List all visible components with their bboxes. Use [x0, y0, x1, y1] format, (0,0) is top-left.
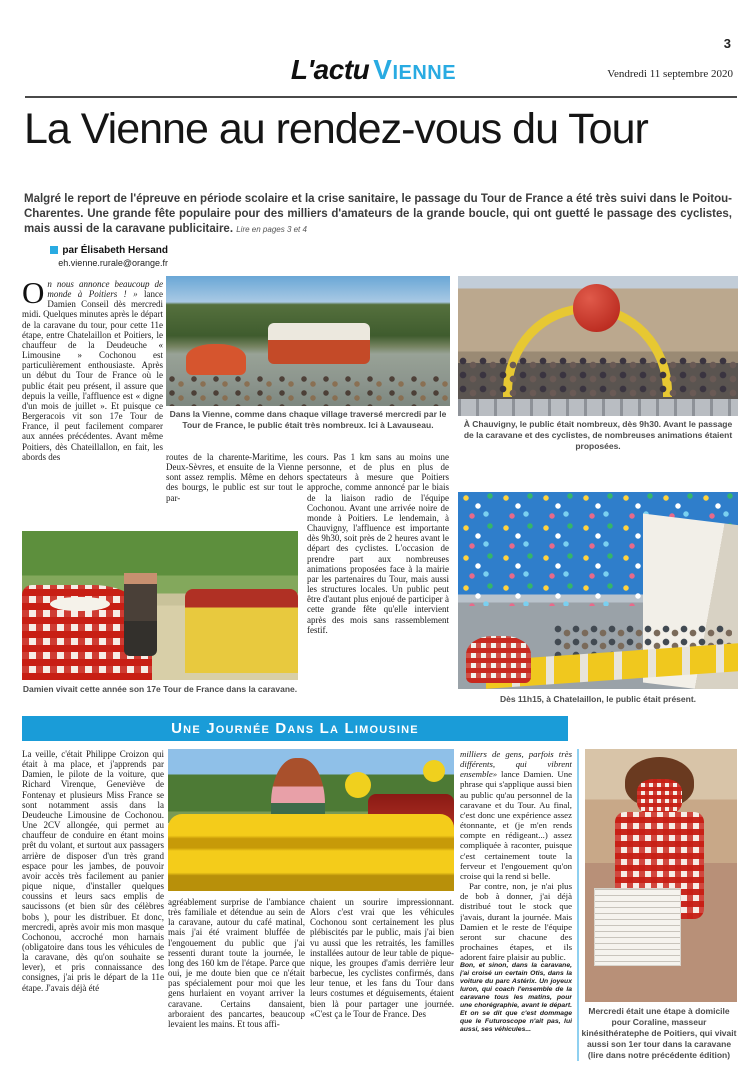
- barrier-shape: [458, 399, 738, 416]
- section2-column-2: [168, 897, 305, 1063]
- photo-chatelaillon-garlands: [458, 492, 738, 689]
- page-number: 3: [723, 36, 731, 51]
- section2-col4-text: lance Damien. Une phrase qui s'applique aussi bien au public qu'au personnel de la caravane et du Tour. Au final, c'est donc une expérience assez étonnante, et (je m'en rends compte en rédigeant...) assez compliquée à raconter, puisque c'est certainement toute la ferveur et l'engouement qu'on croise qui la rend si belle.: [460, 769, 572, 881]
- newspaper-shape: [594, 888, 681, 966]
- column1-text: lance Damien Conseil dès mercredi midi. Quelques minutes après le départ de la caravane du tour, pour cette 11e étape, entre Chatelaillon et Poitiers, le chauffeur de la Deudeuche « Limousine » Cochonou est particulièrement enthousiaste. Après un début du Tour de France où le public était peu présent, il assure que depuis la veille, l'affluence est « digne d'un mois de juillet ». Et puisque ce Bergeracois vit son 17e Tour de France, il peut facilement comparer aux années précédentes. Avant même Poitiers, dès Chateillallon, en fait, les abords des: [22, 289, 163, 462]
- standfirst-text: Malgré le report de l'épreuve en période scolaire et la crise sanitaire, le passage du Tour de France a été très suivi dans le Poitou-Charentes. Une grande fête populaire pour des milliers d'amateurs de la grande boucle, qui ont guetté le passage des cyclistes, mais aussi de la caravane publicitaire.: [24, 193, 732, 236]
- caption-coraline: Mercredi était une étape à domicile pour Coraline, masseur kinésithératephe de Poitiers, qui vivait aussi son 1er tour dans la caravane (lire dans notre précédente édition): [581, 1006, 737, 1060]
- article-column-3: [307, 452, 449, 715]
- article-column-1: [22, 279, 163, 527]
- yellow-car-shape: [185, 589, 298, 672]
- gingham-mask-shape: [637, 779, 683, 814]
- red-balloon-shape: [573, 284, 621, 332]
- section-title: Une Journée Dans La Limousine: [171, 720, 419, 737]
- header-rule: [25, 96, 737, 98]
- byline-email: eh.vienne.rurale@orange.fr: [58, 258, 168, 268]
- round-sign-shape: [345, 772, 371, 798]
- column2-text: routes de la charente-Maritime, les Deux-Sèvres, et ensuite de la Vienne sont assez remplis. Même en dehors des bourgs, le public est sur tout le par-: [166, 452, 303, 503]
- article-column-2: [166, 452, 303, 530]
- standfirst-reference: Lire en pages 3 et 4: [236, 225, 307, 235]
- caption-damien: Damien vivait cette année son 17e Tour de France dans la caravane.: [22, 684, 298, 694]
- round-sign-shape: [423, 760, 445, 782]
- crowd-texture: [458, 356, 738, 401]
- column1-lead: n nous annonce beaucoup de monde à Poitiers ! »: [47, 279, 163, 300]
- section2-column-1: [22, 749, 164, 1063]
- section2-col4-paragraph2: Par contre, non, je n'ai plus de bob à donner, j'ai déjà distribué tout le stock que j'avais, durant la journée. Mais Damien et le reste de l'équipe seront sur chacune des prochaines étapes, et ils adorent faire plaisir au public.: [460, 881, 572, 963]
- column3-text: cours. Pas 1 km sans au moins une personne, et de plus en plus de spectateurs à mesure que Poitiers approche, comme annoncé par le biais de la liaison radio de l'équipe Cochonou. Avant une arrivée noire de monde à Poitiers. Le lendemain, à Chauvigny, l'affluence est importante dès 9h30, soit près de 2 heures avant le départ des cyclistes. L'occasion de prendre part aux nombreuses animations proposées face à la mairie par les partenaires du Tour, mais aussi les structures locales. Un public peut être d'autant plus enjoué de participer à cette grande fête qu'elle intervient après des mois sans rassemblement festif.: [307, 452, 449, 635]
- caption-chauvigny: À Chauvigny, le public était nombreux, dès 9h30. Avant le passage de la caravane et des cyclistes, de nombreuses animations étaient proposées.: [463, 419, 733, 451]
- section2-column-4: [460, 749, 572, 1063]
- person-figure: [124, 564, 157, 656]
- photo-damien-2cv: [22, 531, 298, 680]
- gingham-2cv-shape: [466, 636, 530, 683]
- byline-square-icon: [50, 246, 58, 254]
- section2-col1-text: La veille, c'était Philippe Croizon qui était à ma place, et j'apprends par Damien, le pilote de la voiture, que Richard Virenque, Geneviève de Fontenay et plusieurs Miss France se sont notamment assis dans la Deudeuche Limousine de Cochonou. Une 2CV allongée, qui permet au chauffeur de conduire en étant moins prêt du volant, et surtout aux passagers arrière de disposer d'un très grand espace pour les jambes, de pouvoir avoir accès très facilement au panier pique nique, d'installer quelques coussins et leurs sacs emplis de saucissons (et bien sûr des célèbres bobs ), pour les distribuer. Et donc, mercredi, après avoir mis mon masque Cochonou, accroché mon harnais (obligatoire dans tous les véhicules de la caravane, dès qu'on souhaite se lever), et pris connaissance des consignes, j'ai pris le départ de la 11e étape. J'avais déjà été: [22, 749, 164, 993]
- yellow-limousine-shape: [168, 814, 454, 891]
- caption-chatelaillon: Dès 11h15, à Chatelaillon, le public était présent.: [499, 694, 697, 704]
- section2-col4-quote: milliers de gens, parfois très différents, qui vibrent ensemble»: [460, 749, 572, 780]
- byline: [22, 245, 168, 268]
- issue-date: Vendredi 11 septembre 2020: [607, 68, 733, 80]
- photo-coraline-portrait: [585, 749, 737, 1002]
- section-header-bar: [22, 716, 568, 741]
- photo-lavauseau-caravan: [166, 276, 450, 406]
- masthead-title: Vienne: [373, 54, 457, 85]
- crowd-texture: [166, 375, 450, 406]
- section2-col3-text: chaient un sourire impressionnant. Alors c'est vrai que les véhicules Cochonou sont certainement les plus plébiscités par le public, mais j'ai bien vu aussi que les retraités, les familles installées autour de leur table de pique-nique, les groupes d'amis derrière leur barbecue, les cyclistes confirmés, dans leur tenue, et les fans du Tour dans leurs costumes et déguisements, étaient bien là pour partager une journée. «C'est ça le Tour de France. Des: [310, 897, 454, 1019]
- standfirst: [24, 192, 732, 238]
- caption-lavauseau: Dans la Vienne, comme dans chaque village traversé mercredi par le Tour de France, le public était très nombreux. Ici à Lavauseau.: [169, 409, 447, 430]
- photo-chauvigny-crowd: [458, 276, 738, 416]
- masthead-prefix: L'actu: [290, 54, 370, 85]
- caravan-car-shape: [186, 344, 246, 375]
- section2-column-3: [310, 897, 454, 1063]
- byline-author: par Élisabeth Hersand: [22, 245, 168, 256]
- photo-limousine-ride: [168, 749, 454, 891]
- caravan-van-shape: [268, 323, 370, 365]
- section2-col4-note: Bon, et sinon, dans la caravane, j'ai croisé un certain Otis, dans la voiture du parc Astérix. Un joyeux luron, qui coach l'ensemble de la caravane tous les matins, pour une chorégraphie, avant le départ. Et on se dit que c'est dommage que le Futuroscope n'ait pas, lui aussi, ses véhicules...: [460, 962, 572, 1033]
- section2-col2-text: agréablement surprise de l'ambiance très familiale et détendue au sein de la caravane, autour du café matinal, mais j'ai été vraiment bluffée de l'engouement du public que j'ai ressenti durant toute la journée, le long des 160 km de l'étape. Parce que oui, je me doute bien que ce n'était pas spécialement pour moi que les gens hurlaient en voyant arriver la caravane. Certains dansaient, arboraient des pancartes, beaucoup levaient les mains. Et tous affi-: [168, 897, 305, 1029]
- drop-cap: O: [22, 279, 45, 310]
- page-title: La Vienne au rendez-vous du Tour: [24, 105, 648, 153]
